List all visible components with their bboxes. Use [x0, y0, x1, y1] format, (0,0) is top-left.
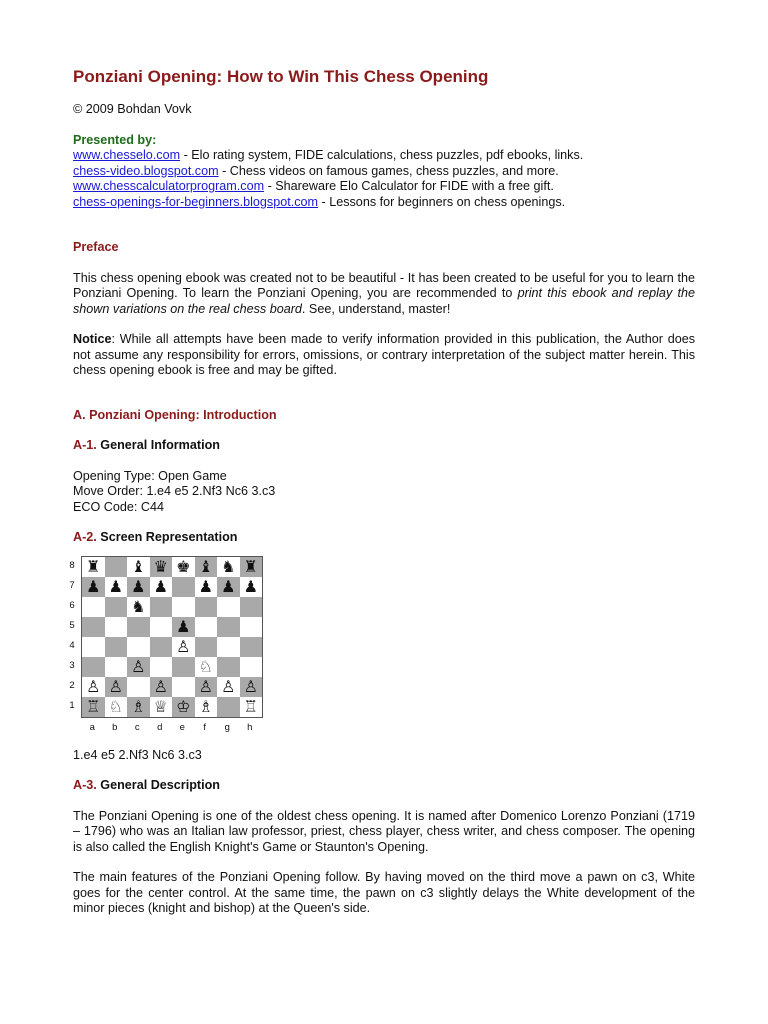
presented-by-item: chess-openings-for-beginners.blogspot.com - Lessons for beginners on chess openings.: [73, 194, 566, 209]
square-b8: [105, 557, 128, 577]
section-a2-heading: A-2. Screen Representation: [73, 530, 238, 544]
black-pawn-icon: ♟: [176, 616, 191, 636]
square-f4: [195, 637, 218, 657]
square-f8: [195, 557, 218, 577]
square-a8: [82, 557, 105, 577]
file-label: b: [112, 721, 118, 733]
file-label: a: [89, 721, 95, 733]
square-b6: [105, 597, 128, 617]
black-pawn-icon: ♟: [243, 576, 258, 596]
document-title: Ponziani Opening: How to Win This Chess Opening: [73, 67, 489, 86]
square-f7: [195, 577, 218, 597]
square-g6: [217, 597, 240, 617]
black-bishop-icon: ♝: [131, 556, 146, 576]
white-pawn-icon: ♙: [243, 676, 258, 696]
black-knight-icon: ♞: [221, 556, 236, 576]
opening-type: Opening Type: Open Game: [73, 468, 227, 483]
chesselo-link[interactable]: www.chesselo.com: [73, 148, 181, 162]
file-label: c: [134, 721, 140, 733]
square-d7: [150, 577, 173, 597]
square-a7: [82, 577, 105, 597]
description-paragraph-2: The main features of the Ponziani Opening follow. By having moved on the third move a pawn on c3, White goes for the center control. At the same time, the pawn on c3 slightly delays the White development of the minor pieces (knight and bishop) at the Queen's side.: [73, 870, 695, 915]
square-e7: [172, 577, 195, 597]
square-e1: [172, 697, 195, 717]
black-king-icon: ♚: [176, 556, 191, 576]
presented-by-item: www.chesselo.com - Elo rating system, FIDE calculations, chess puzzles, pdf ebooks, links.: [73, 148, 584, 162]
white-bishop-icon: ♗: [198, 696, 213, 716]
square-c1: [127, 697, 150, 717]
square-h1: [240, 697, 263, 717]
copyright: © 2009 Bohdan Vovk: [73, 102, 192, 116]
square-c3: [127, 657, 150, 677]
square-g7: [217, 577, 240, 597]
white-rook-icon: ♖: [243, 696, 258, 716]
rank-label: 6: [69, 599, 75, 611]
square-f2: [195, 677, 218, 697]
square-h4: [240, 637, 263, 657]
square-e2: [172, 677, 195, 697]
square-h6: [240, 597, 263, 617]
square-h7: [240, 577, 263, 597]
white-knight-icon: ♘: [108, 696, 123, 716]
square-a1: [82, 697, 105, 717]
square-g4: [217, 637, 240, 657]
black-pawn-icon: ♟: [86, 576, 101, 596]
square-a6: [82, 597, 105, 617]
general-info: [73, 469, 695, 516]
rank-label: 4: [69, 639, 75, 651]
white-pawn-icon: ♙: [198, 676, 213, 696]
square-e6: [172, 597, 195, 617]
square-g3: [217, 657, 240, 677]
square-f1: [195, 697, 218, 717]
description-paragraph-1: The Ponziani Opening is one of the oldest chess opening. It is named after Domenico Lorenzo Ponziani (1719 – 1796) who was an Italian law professor, priest, chess player, chess writer, and chess composer. The opening is also called the English Knight's Game or Staunton's Opening.: [73, 808, 695, 854]
square-g8: [217, 557, 240, 577]
black-pawn-icon: ♟: [153, 576, 168, 596]
move-order: Move Order: 1.e4 e5 2.Nf3 Nc6 3.c3: [73, 484, 276, 498]
file-labels: [81, 720, 263, 736]
square-a2: [82, 677, 105, 697]
square-b7: [105, 577, 128, 597]
white-pawn-icon: ♙: [86, 676, 101, 696]
black-bishop-icon: ♝: [198, 556, 213, 576]
square-g5: [217, 617, 240, 637]
square-g1: [217, 697, 240, 717]
presented-by-item: www.chesscalculatorprogram.com - Shareware Elo Calculator for FIDE with a free gift.: [73, 179, 554, 193]
black-pawn-icon: ♟: [198, 576, 213, 596]
black-pawn-icon: ♟: [131, 576, 146, 596]
rank-labels: [67, 556, 77, 716]
square-b3: [105, 657, 128, 677]
notice-paragraph: Notice: While all attempts have been made to verify information provided in this publication, the Author does not assume any responsibility for errors, omissions, or contrary interpretation of the subject matter herein. This chess opening ebook is free and may be gifted.: [73, 332, 695, 377]
white-rook-icon: ♖: [86, 696, 101, 716]
chess-board: [81, 556, 263, 718]
square-e8: [172, 557, 195, 577]
white-pawn-icon: ♙: [221, 676, 236, 696]
square-c7: [127, 577, 150, 597]
square-c8: [127, 557, 150, 577]
white-pawn-icon: ♙: [153, 676, 168, 696]
white-queen-icon: ♕: [153, 696, 168, 716]
square-c6: [127, 597, 150, 617]
square-c2: [127, 677, 150, 697]
square-g2: [217, 677, 240, 697]
presented-by-list: [73, 148, 695, 210]
square-f6: [195, 597, 218, 617]
square-h8: [240, 557, 263, 577]
square-b2: [105, 677, 128, 697]
file-label: e: [179, 721, 185, 733]
square-f3: [195, 657, 218, 677]
document-page: [69, 66, 695, 917]
square-a4: [82, 637, 105, 657]
white-pawn-icon: ♙: [131, 656, 146, 676]
square-d3: [150, 657, 173, 677]
preface-heading: Preface: [73, 240, 119, 254]
file-label: f: [203, 721, 207, 733]
rank-label: 1: [69, 699, 75, 711]
chesscalculator-link[interactable]: www.chesscalculatorprogram.com: [73, 179, 265, 193]
square-a3: [82, 657, 105, 677]
chess-video-link[interactable]: chess-video.blogspot.com: [73, 163, 219, 178]
square-h2: [240, 677, 263, 697]
file-label: g: [224, 721, 230, 733]
square-e5: [172, 617, 195, 637]
presented-by-heading: Presented by:: [73, 132, 157, 147]
rank-label: 2: [69, 679, 75, 691]
white-pawn-icon: ♙: [108, 676, 123, 696]
black-knight-icon: ♞: [131, 596, 146, 616]
preface-paragraph: This chess opening ebook was created not to be beautiful - It has been created to be useful for you to learn the Ponziani Opening. To learn the Ponziani Opening, you are recommended to print this ebook and replay the shown variations on the real chess board. See, understand, master!: [73, 270, 695, 316]
square-c5: [127, 617, 150, 637]
white-pawn-icon: ♙: [176, 636, 191, 656]
rank-label: 8: [69, 559, 75, 571]
square-d5: [150, 617, 173, 637]
square-d2: [150, 677, 173, 697]
square-b4: [105, 637, 128, 657]
square-b1: [105, 697, 128, 717]
file-label: d: [157, 721, 163, 733]
rank-label: 5: [69, 619, 75, 631]
square-d1: [150, 697, 173, 717]
black-queen-icon: ♛: [153, 556, 168, 576]
square-e3: [172, 657, 195, 677]
rank-label: 7: [69, 579, 75, 591]
square-f5: [195, 617, 218, 637]
section-a1-heading: A-1. General Information: [73, 438, 220, 452]
file-label: h: [247, 721, 253, 733]
chess-openings-link[interactable]: chess-openings-for-beginners.blogspot.com: [73, 194, 319, 209]
section-a3-heading: A-3. General Description: [73, 778, 220, 792]
chess-diagram: [69, 556, 273, 740]
rank-label: 3: [69, 659, 75, 671]
square-d4: [150, 637, 173, 657]
square-d6: [150, 597, 173, 617]
eco-code: ECO Code: C44: [73, 499, 164, 514]
move-sequence: 1.e4 e5 2.Nf3 Nc6 3.c3: [73, 747, 202, 762]
square-b5: [105, 617, 128, 637]
white-bishop-icon: ♗: [131, 696, 146, 716]
presented-by-item: chess-video.blogspot.com - Chess videos on famous games, chess puzzles, and more.: [73, 163, 559, 178]
black-pawn-icon: ♟: [221, 576, 236, 596]
square-h5: [240, 617, 263, 637]
white-knight-icon: ♘: [198, 656, 213, 676]
square-a5: [82, 617, 105, 637]
square-d8: [150, 557, 173, 577]
square-h3: [240, 657, 263, 677]
black-rook-icon: ♜: [86, 556, 101, 576]
black-rook-icon: ♜: [243, 556, 258, 576]
square-c4: [127, 637, 150, 657]
square-e4: [172, 637, 195, 657]
white-king-icon: ♔: [176, 696, 191, 716]
section-a-heading: A. Ponziani Opening: Introduction: [73, 407, 277, 422]
black-pawn-icon: ♟: [108, 576, 123, 596]
